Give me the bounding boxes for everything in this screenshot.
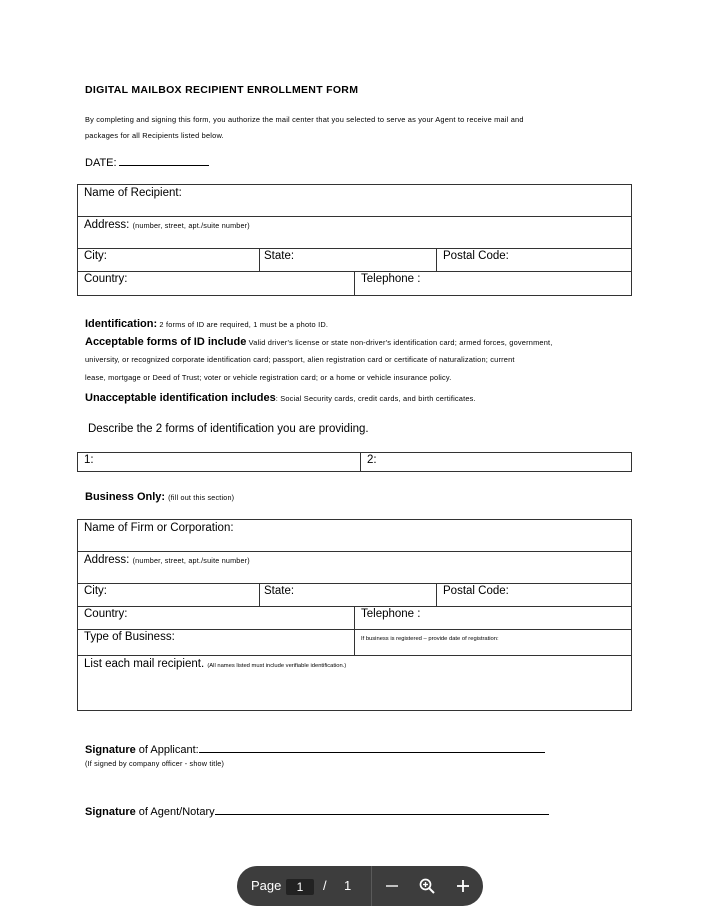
applicant-signature-label: of Applicant: bbox=[135, 744, 199, 756]
mail-recipients-field[interactable] bbox=[78, 656, 632, 711]
page-separator: / bbox=[323, 878, 327, 893]
registration-date-field[interactable] bbox=[355, 630, 632, 656]
recipient-city-label: City: bbox=[84, 250, 107, 262]
unacceptable-id-heading: Unacceptable identification includes bbox=[85, 392, 276, 404]
date-label: DATE: bbox=[85, 157, 117, 169]
recipient-country-label: Country: bbox=[84, 273, 128, 285]
recipient-postal-label: Postal Code: bbox=[443, 250, 509, 262]
agent-signature-label: of Agent/Notary bbox=[135, 806, 215, 818]
page-label: Page bbox=[251, 878, 282, 893]
firm-name-field[interactable] bbox=[78, 520, 632, 552]
identification-note: 2 forms of ID are required, 1 must be a photo ID. bbox=[159, 320, 329, 329]
recipient-postal-field[interactable] bbox=[437, 249, 632, 272]
zoom-reset-button[interactable] bbox=[415, 874, 439, 898]
business-heading: Business Only: bbox=[85, 491, 166, 503]
firm-name-label: Name of Firm or Corporation: bbox=[84, 522, 234, 534]
identification-section bbox=[85, 316, 645, 408]
acceptable-id-line-3: lease, mortgage or Deed of Trust; voter or vehicle registration card; or a home or vehicle insurance policy. bbox=[85, 372, 452, 382]
business-telephone-field[interactable] bbox=[355, 607, 632, 630]
identification-heading: Identification: bbox=[85, 318, 158, 330]
zoom-in-button[interactable] bbox=[451, 874, 475, 898]
date-field[interactable] bbox=[85, 155, 209, 169]
business-heading-row bbox=[85, 491, 234, 503]
agent-signature-underline bbox=[215, 802, 549, 815]
registration-note: If business is registered – provide date of registration: bbox=[361, 636, 499, 642]
id-1-label: 1: bbox=[84, 454, 94, 466]
id-1-field[interactable] bbox=[78, 453, 361, 472]
plus-icon bbox=[456, 879, 470, 893]
pdf-viewer-toolbar bbox=[237, 866, 483, 906]
business-postal-field[interactable] bbox=[437, 584, 632, 607]
acceptable-id-line-2: university, or recognized corporate identification card; passport, alien registration card or certificate of naturalization; current bbox=[85, 355, 515, 364]
recipient-country-field[interactable] bbox=[78, 272, 355, 296]
minus-icon bbox=[385, 879, 399, 893]
business-heading-note: (fill out this section) bbox=[168, 493, 235, 502]
recipient-telephone-label: Telephone : bbox=[361, 273, 421, 285]
recipient-city-field[interactable] bbox=[78, 249, 260, 272]
date-underline bbox=[119, 155, 209, 166]
intro-text bbox=[85, 112, 645, 144]
business-address-field[interactable] bbox=[78, 552, 632, 584]
business-table bbox=[77, 519, 632, 711]
business-country-field[interactable] bbox=[78, 607, 355, 630]
applicant-signature-line[interactable] bbox=[85, 740, 545, 756]
business-country-label: Country: bbox=[84, 608, 128, 620]
form-title: DIGITAL MAILBOX RECIPIENT ENROLLMENT FORM bbox=[85, 84, 359, 96]
applicant-signature-note: (If signed by company officer - show title) bbox=[85, 759, 225, 768]
recipient-name-field[interactable] bbox=[78, 185, 632, 217]
unacceptable-id-text: : Social Security cards, credit cards, and birth certificates. bbox=[275, 394, 476, 403]
recipient-address-label: Address: bbox=[84, 219, 130, 231]
business-postal-label: Postal Code: bbox=[443, 585, 509, 597]
business-state-label: State: bbox=[264, 585, 295, 597]
applicant-signature-underline bbox=[199, 740, 545, 753]
page-number-input[interactable]: 1 bbox=[286, 879, 314, 895]
zoom-magnifier-icon bbox=[419, 878, 435, 894]
business-city-label: City: bbox=[84, 585, 107, 597]
id-table bbox=[77, 452, 632, 472]
recipient-telephone-field[interactable] bbox=[355, 272, 632, 296]
agent-signature-line[interactable] bbox=[85, 802, 549, 818]
intro-line-1: By completing and signing this form, you authorize the mail center that you selected to serve as your Agent to receive mail and bbox=[85, 115, 524, 124]
recipient-address-field[interactable] bbox=[78, 217, 632, 249]
acceptable-id-line-1: Valid driver's license or state non-driver's identification card; armed forces, government, bbox=[248, 337, 553, 347]
business-type-field[interactable] bbox=[78, 630, 355, 656]
mail-recipients-label: List each mail recipient. bbox=[84, 658, 205, 670]
id-2-label: 2: bbox=[367, 454, 377, 466]
business-address-hint: (number, street, apt./suite number) bbox=[132, 556, 250, 565]
total-pages: 1 bbox=[344, 878, 352, 893]
business-state-field[interactable] bbox=[260, 584, 437, 607]
recipient-state-label: State: bbox=[264, 250, 295, 262]
describe-id-instruction: Describe the 2 forms of identification you are providing. bbox=[88, 423, 369, 435]
business-city-field[interactable] bbox=[78, 584, 260, 607]
business-telephone-label: Telephone : bbox=[361, 608, 421, 620]
acceptable-id-heading: Acceptable forms of ID include bbox=[85, 335, 247, 348]
zoom-out-button[interactable] bbox=[380, 874, 404, 898]
business-address-label: Address: bbox=[84, 554, 130, 566]
applicant-signature-bold: Signature bbox=[85, 744, 136, 756]
recipient-table bbox=[77, 184, 632, 296]
recipient-name-label: Name of Recipient: bbox=[84, 187, 182, 199]
business-type-label: Type of Business: bbox=[84, 631, 175, 643]
mail-recipients-note: (All names listed must include verifiable identification.) bbox=[207, 663, 347, 669]
recipient-state-field[interactable] bbox=[260, 249, 437, 272]
intro-line-2: packages for all Recipients listed below. bbox=[85, 131, 224, 140]
recipient-address-hint: (number, street, apt./suite number) bbox=[132, 221, 250, 230]
id-2-field[interactable] bbox=[361, 453, 632, 472]
agent-signature-bold: Signature bbox=[85, 806, 136, 818]
toolbar-divider bbox=[371, 866, 372, 906]
